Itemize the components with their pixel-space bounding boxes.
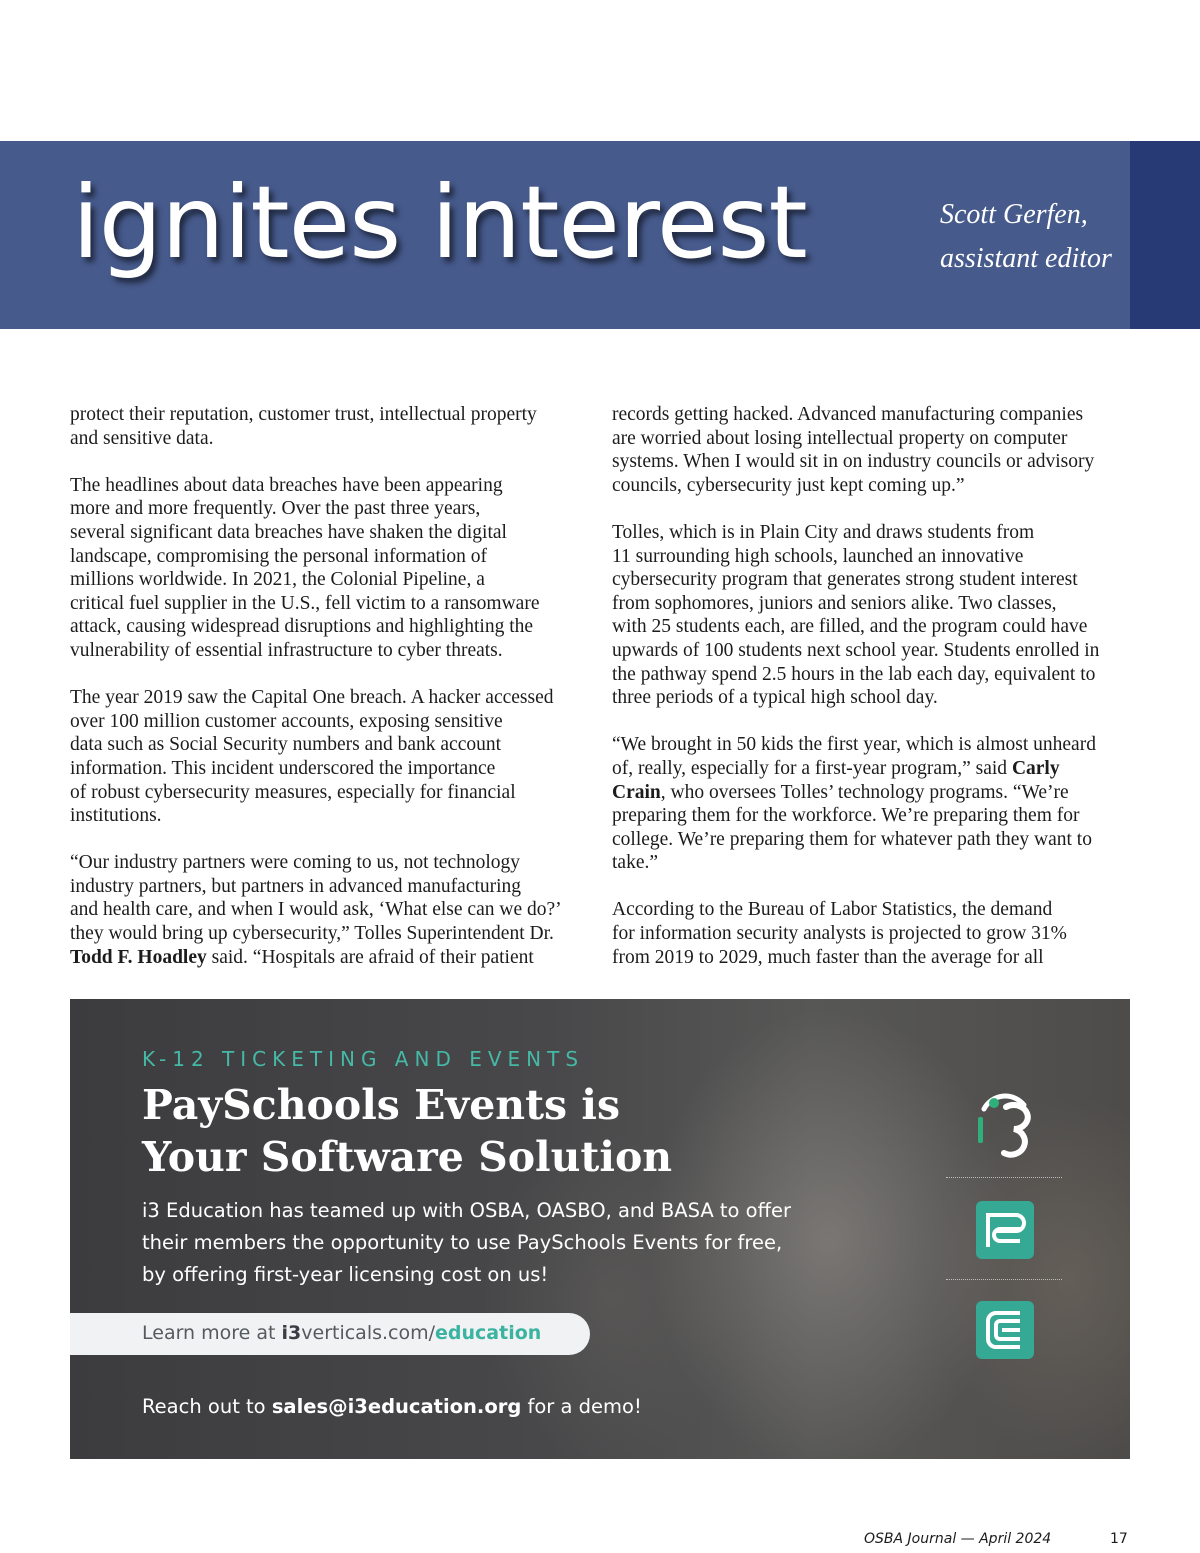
link-domain-bold: i3 — [281, 1322, 302, 1344]
paragraph — [612, 898, 1142, 969]
text-line: institutions. — [70, 805, 162, 827]
cta-prefix: Reach out to — [142, 1395, 272, 1418]
text-line: landscape, compromising the personal information of — [70, 545, 487, 567]
i3-logo-icon — [970, 1087, 1040, 1159]
paragraph — [70, 686, 600, 828]
ad-body — [142, 1195, 791, 1291]
text-line: vulnerability of essential infrastructure to cyber threats. — [70, 639, 503, 661]
paragraph — [612, 403, 1142, 497]
paragraph — [70, 851, 600, 969]
ad-body-line: i3 Education has teamed up with OSBA, OASBO, and BASA to offer — [142, 1199, 792, 1222]
ad-title-line: PaySchools Events is — [142, 1081, 621, 1129]
text-line: three periods of a typical high school day. — [612, 687, 938, 709]
text-line: with 25 students each, are filled, and the program could have — [612, 616, 1088, 638]
paragraph — [70, 403, 600, 450]
link-path: education — [435, 1322, 542, 1344]
text-line: and sensitive data. — [70, 427, 214, 449]
footer-journal: OSBA Journal — April 2024 — [864, 1531, 1052, 1547]
text-line: “Our industry partners were coming to us, not technology — [70, 852, 521, 874]
learn-more-text[interactable] — [142, 1322, 541, 1344]
text-line: and health care, and when I would ask, ‘What else can we do?’ — [70, 899, 562, 921]
text-line: According to the Bureau of Labor Statistics, the demand — [612, 899, 1053, 921]
link-prefix: Learn more at — [142, 1322, 282, 1344]
text-line: for information security analysts is projected to grow 31% — [612, 923, 1067, 945]
byline-name: Scott Gerfen, — [940, 199, 1088, 230]
text-line: attack, causing widespread disruptions and highlighting the — [70, 616, 534, 638]
title-banner — [0, 141, 1200, 329]
byline-role: assistant editor — [940, 243, 1112, 274]
text-fragment: said. “Hospitals are afraid of their patient — [206, 946, 534, 968]
demo-cta — [142, 1395, 642, 1418]
logo-divider — [946, 1279, 1062, 1280]
sales-email-link[interactable]: sales@i3education.org — [271, 1395, 522, 1418]
person-name-bold: Todd F. Hoadley — [70, 946, 207, 968]
byline — [940, 193, 1130, 281]
text-line: councils, cybersecurity just kept coming up.” — [612, 474, 965, 496]
text-line: upwards of 100 students next school year. Students enrolled in — [612, 639, 1100, 661]
text-line: Tolles, which is in Plain City and draws students from — [612, 521, 1035, 543]
logo-divider — [946, 1177, 1062, 1178]
text-line: are worried about losing intellectual property on computer — [612, 427, 1068, 449]
text-fragment: , who oversees Tolles’ technology programs. “We’re — [660, 781, 1069, 803]
text-line: millions worldwide. In 2021, the Colonial Pipeline, a — [70, 569, 485, 591]
text-line: critical fuel supplier in the U.S., fell victim to a ransomware — [70, 592, 540, 614]
text-line: information. This incident underscored the importance — [70, 757, 496, 779]
text-line: more and more frequently. Over the past three years, — [70, 498, 481, 520]
text-line: from sophomores, juniors and seniors alike. Two classes, — [612, 592, 1057, 614]
learn-more-link[interactable] — [70, 1313, 590, 1355]
text-line: of robust cybersecurity measures, especially for financial — [70, 781, 516, 803]
ad-title — [142, 1079, 672, 1183]
person-name-bold: Carly — [1011, 757, 1060, 779]
ad-body-line: by offering first-year licensing cost on us! — [142, 1263, 549, 1286]
payschools-logo-icon — [976, 1201, 1034, 1259]
text-fragment: of, really, especially for a first-year program,” said — [612, 757, 1012, 779]
banner-accent-strip — [1130, 141, 1200, 329]
text-line: cybersecurity program that generates strong student interest — [612, 569, 1078, 591]
text-line: several significant data breaches have shaken the digital — [70, 521, 507, 543]
text-line: the pathway spend 2.5 hours in the lab each day, equivalent to — [612, 663, 1096, 685]
article-left-column — [70, 403, 600, 993]
text-line: The year 2019 saw the Capital One breach. A hacker accessed — [70, 687, 554, 709]
text-line: over 100 million customer accounts, exposing sensitive — [70, 710, 503, 732]
text-line: preparing them for the workforce. We’re preparing them for — [612, 805, 1080, 827]
cta-suffix: for a demo! — [521, 1395, 642, 1418]
text-line: they would bring up cybersecurity,” Tolles Superintendent Dr. — [70, 923, 554, 945]
paragraph — [70, 474, 600, 663]
article-title: ignites interest — [72, 164, 807, 281]
text-line: 11 surrounding high schools, launched an innovative — [612, 545, 1024, 567]
text-line: The headlines about data breaches have been appearing — [70, 474, 503, 496]
text-line: data such as Social Security numbers and bank account — [70, 734, 502, 756]
ad-kicker: K-12 TICKETING AND EVENTS — [142, 1047, 585, 1071]
text-line — [612, 757, 1142, 781]
ad-body-line: their members the opportunity to use PaySchools Events for free, — [142, 1231, 783, 1254]
text-line: industry partners, but partners in advanced manufacturing — [70, 875, 522, 897]
text-line: records getting hacked. Advanced manufacturing companies — [612, 404, 1084, 425]
text-line: college. We’re preparing them for whatever path they want to — [612, 828, 1092, 850]
person-name-bold: Crain — [612, 781, 661, 803]
text-line: protect their reputation, customer trust, intellectual property — [70, 404, 537, 425]
education-e-logo-icon — [976, 1301, 1034, 1359]
ad-title-line: Your Software Solution — [142, 1133, 673, 1181]
text-line — [612, 781, 1142, 805]
text-line — [70, 946, 600, 970]
text-line: from 2019 to 2029, much faster than the average for all — [612, 946, 1044, 968]
paragraph — [612, 521, 1142, 710]
link-domain: verticals.com/ — [301, 1322, 436, 1344]
text-line: systems. When I would sit in on industry councils or advisory — [612, 451, 1095, 473]
text-line: “We brought in 50 kids the first year, which is almost unheard — [612, 734, 1096, 756]
text-line: take.” — [612, 852, 659, 874]
quote-paragraph — [612, 733, 1142, 875]
article-right-column — [612, 403, 1142, 993]
page-number: 17 — [1110, 1531, 1128, 1547]
payschools-advertisement[interactable] — [70, 999, 1130, 1459]
